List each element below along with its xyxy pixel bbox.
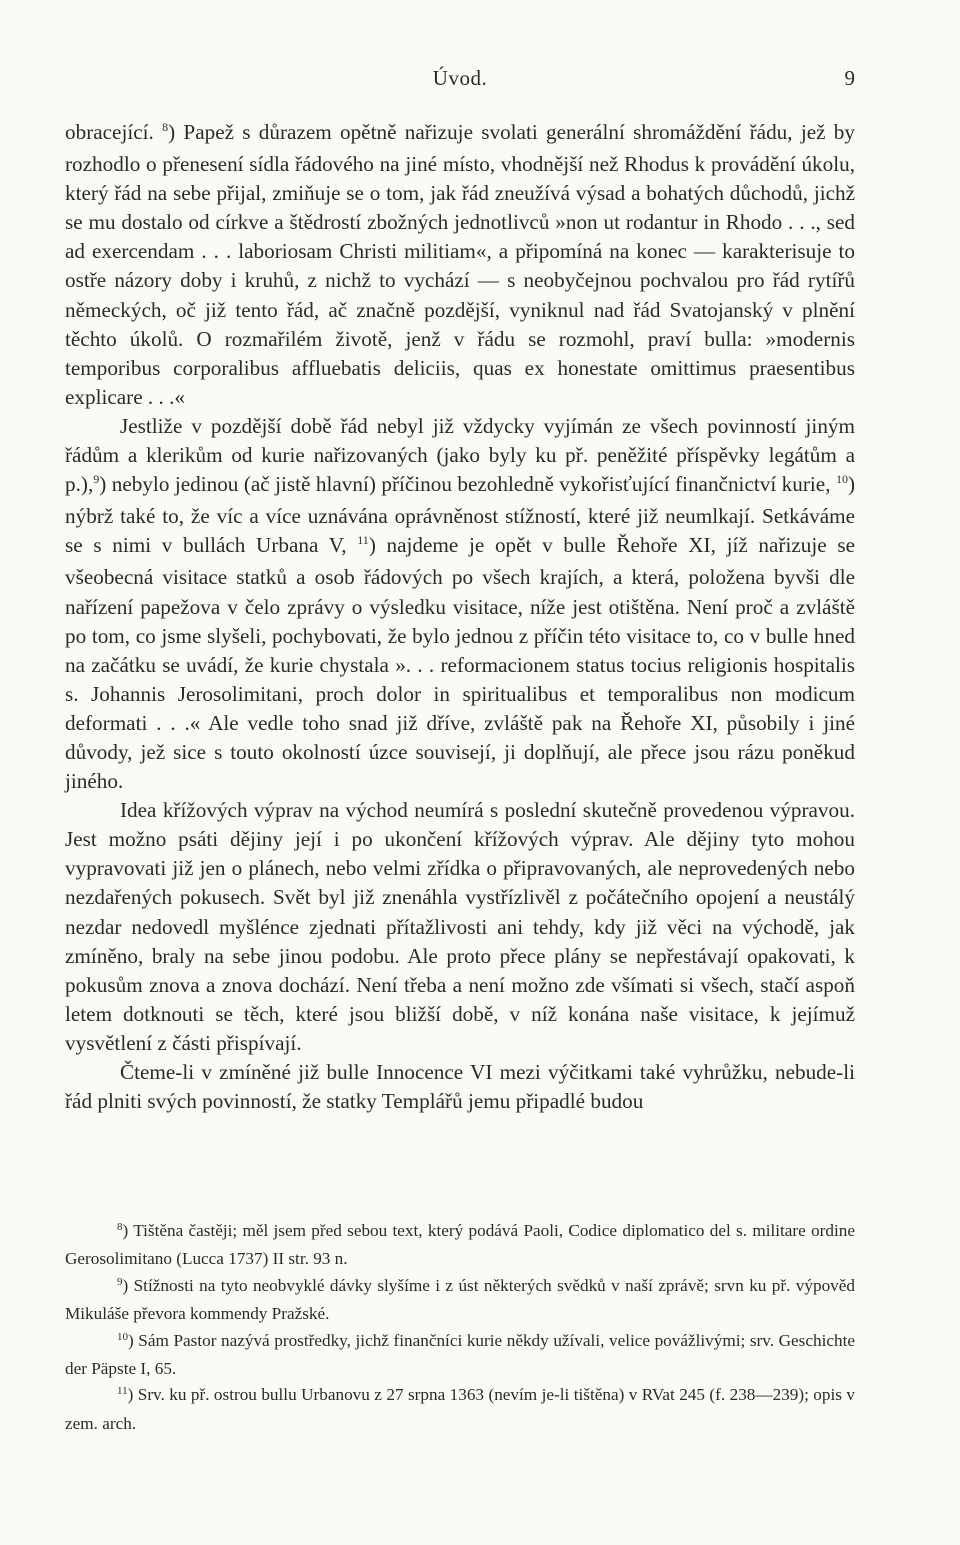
text-segment: Jestliže v pozdější době řád nebyl již vždycky vyjímán ze všech povinností jiným řádům a klerikům od kurie nařizovaných (jako byly ku př. peněžité příspěvky legátům a p.), xyxy=(65,413,855,497)
running-title: Úvod. xyxy=(432,66,488,90)
footnotes xyxy=(65,1218,855,1437)
paragraph xyxy=(65,1058,855,1116)
page-header xyxy=(65,66,855,98)
footnote-mark: 9 xyxy=(117,1275,123,1288)
footnote xyxy=(65,1273,855,1328)
footnote xyxy=(65,1218,855,1273)
footnote-text: ) Srv. ku př. ostrou bullu Urbanovu z 27 srpna 1363 (nevím je-li tištěna) v RVat 245 (f. 238—239); opis v zem. arch. xyxy=(65,1385,855,1433)
footnote-reference: 8 xyxy=(162,120,169,134)
paragraph xyxy=(65,796,855,1058)
page-number: 9 xyxy=(844,66,855,90)
paragraph xyxy=(65,118,855,412)
footnote-reference: 9 xyxy=(93,472,100,487)
footnote-reference: 11 xyxy=(357,533,369,548)
footnote-text: ) Sám Pastor nazývá prostředky, jichž finančníci kurie někdy užívali, velice povážlivými; srv. Geschichte der Päpste I, 65. xyxy=(65,1330,855,1379)
text-segment: ) najdeme je opět v bulle Řehoře XI, jíž nařizuje se všeobecná visitace statků a osob řádových po všech krajích, a která, položena byvši dle nařízení papežova v čelo zprávy o výsledku visitace, níže jest otištěna. Není proč a zvláště po tom, co jsme slyšeli, pochybovati, že bylo jednou z příčin této visitace to, co v bulle hned na začátku se uvádí, že kurie chystala ». . . reformacionem status tocius religionis hospitalis s. Johannis Jerosolimitani, proch dolor in spiritualibus et temporalibus non modicum deformati . . .« Ale vedle toho snad již dříve, zvláště pak na Řehoře XI, působily i jiné důvody, jež sice s touto okolností úzce souvisejí, ji doplňují, ale přece jsou rázu poněkud jiného. xyxy=(65,533,855,794)
footnote-mark: 11 xyxy=(117,1385,128,1398)
text-segment: Idea křížových výprav na východ neumírá s poslední skutečně provedenou výpravou. Jest možno psáti dějiny její i po ukončení křížových výprav. Ale dějiny tyto mohou vypravovati již jen o plánech, nebo velmi zřídka o připravovaných, ale neprovedených nebo nezdařených pokusech. Svět byl již znenáhla vystřízlivěl z počátečního opojení a neustálý nezdar nedovedl myšlénce zjednati přítažlivosti ani tehdy, kdy již věci na východě, jak zmíněno, braly na sebe jinou podobu. Ale proto přece plány se nepřestávají opakovati, k pokusům znova a znova dochází. Není třeba a není možno zde všímati si všech, stačí aspoň letem dotknouti se těch, které jsou bližší době, v níž konána naše visitace, k jejímuž vysvětlení z části přispívají. xyxy=(65,798,855,1055)
footnote-mark: 8 xyxy=(117,1221,123,1233)
footnote xyxy=(65,1328,855,1383)
text-segment: Čteme-li v zmíněné již bulle Innocence VI mezi výčitkami také vyhrůžku, nebude-li řád plniti svých povinností, že statky Templářů jemu připadlé budou xyxy=(65,1060,855,1114)
paragraph xyxy=(65,412,855,796)
footnote-text: ) Stížnosti na tyto neobvyklé dávky slyšíme i z úst některých svědků v naší zprávě; srvn ku př. výpověd Mikuláše převora kommendy Pražské. xyxy=(65,1275,855,1324)
footnote-reference: 10 xyxy=(835,472,848,487)
text-segment: ) Papež s důrazem opětně nařizuje svolati generální shromáždění řádu, jež by rozhodlo o přenesení sídla řádového na jiné místo, vhodnější než Rhodus k provádění úkolu, který řád na sebe přijal, zmiňuje se o tom, jak řád zneužívá výsad a bohatých důchodů, jichž se mu dostalo od církve a štědrostí zbožných jednotlivců »non ut rodantur in Rhodo . . ., sed ad exercendam . . . laboriosam Christi militiam«, a připomíná na konec — karakterisuje to ostře názory doby i kruhů, z nichž to vychází — s neobyčejnou pochvalou pro řád rytířů německých, oč již tento řád, ač značně pozdější, vyniknul nad řád Svatojanský v plnění těchto úkolů. O rozmařilém životě, jenž v řádu se rozmohl, praví bulla: »modernis temporibus corporalibus affluebatis deliciis, quas ex honestate omittimus praesentibus explicare . . .« xyxy=(65,120,855,409)
footnote-text: ) Tištěna častěji; měl jsem před sebou text, který podává Paoli, Codice diplomatico del s. militare ordine Gerosolimitano (Lucca 1737) II str. 93 n. xyxy=(65,1221,855,1269)
main-text xyxy=(65,118,855,1116)
text-segment: ) nebylo jedinou (ač jistě hlavní) příčinou bezohledně vykořisťující finančnictví kurie, xyxy=(99,472,836,497)
footnote-mark: 10 xyxy=(117,1330,128,1343)
text-segment: ) nýbrž také to, že víc a více uznávána oprávněnost stížností, které již neumlkají. Setkáváme se s nimi v bullách Urbana V, xyxy=(65,472,855,558)
text-segment: obracející. xyxy=(65,120,163,144)
footnote xyxy=(65,1382,855,1437)
